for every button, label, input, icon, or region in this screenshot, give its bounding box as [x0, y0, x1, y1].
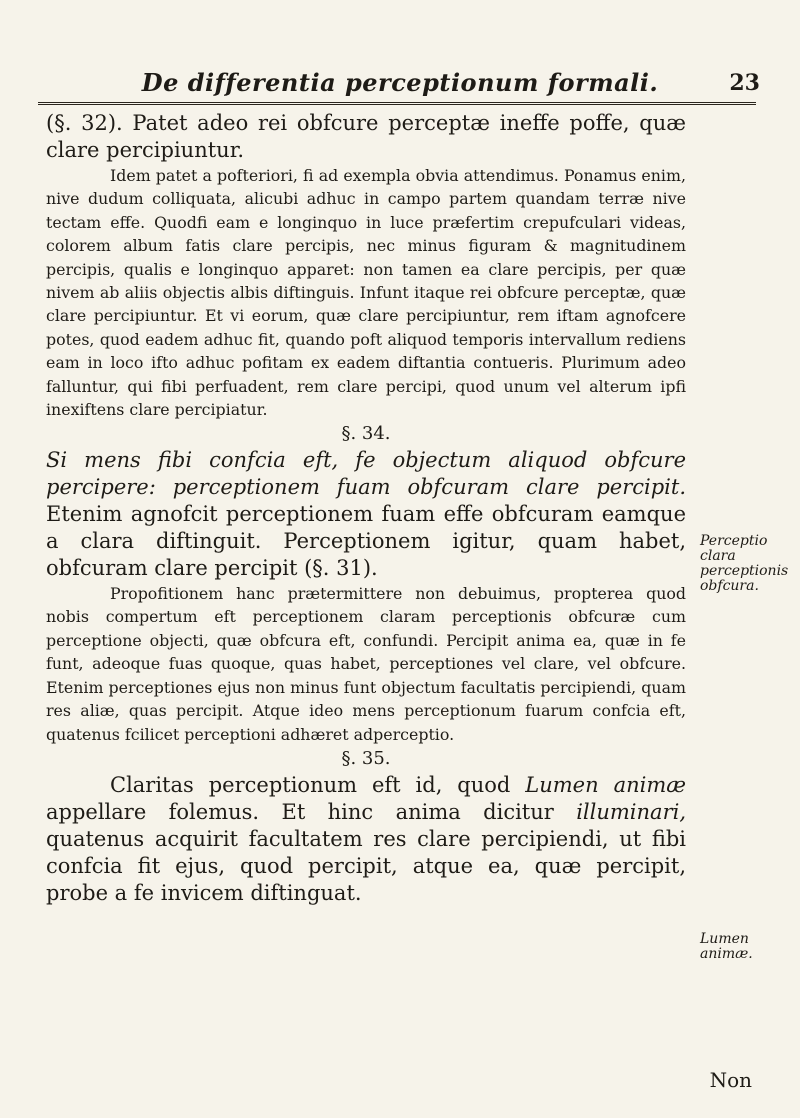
margin-note-lumen: Lumen animæ.: [700, 931, 753, 962]
term-illuminari: illuminari,: [576, 799, 686, 824]
running-header: [40, 68, 760, 102]
paragraph-5: Claritas perceptionum eft id, quod Lumen animæ appellare folemus. Et hinc anima dicitur illuminari, quatenus acquirit facultatem res clare percipiendi, ut fibi confcia fit ejus, quod percipit, atque ea, quæ percipit, probe a fe invicem diftinguat.: [46, 772, 686, 905]
paragraph-1: (§. 32). Patet adeo rei obfcure perceptæ ineffe poffe, quæ clare percipiuntur.: [46, 111, 686, 162]
term-lumen-animae: Lumen animæ: [525, 772, 686, 797]
main-text: [46, 110, 686, 907]
paragraph-3: [46, 447, 686, 582]
header-rule: [38, 102, 756, 105]
paragraph-2: Idem patet a pofteriori, fi ad exempla obvia attendimus. Ponamus enim, nive dudum colliquata, alicubi adhuc in campo partem quandam terræ nive tectam effe. Quodfi eam e longinquo in luce præfertim crepufculari videas, colorem album fatis clare percipis, nec minus figuram & magnitudinem percipis, qualis e longinquo apparet: non tamen ea clare percipis, per quæ nivem ab aliis objectis albis diftinguis. Infunt itaque rei obfcure perceptæ, quæ clare percipiuntur. Et vi eorum, quæ clare percipiuntur, rem iftam agnofcere potes, quod eadem adhuc fit, quando poft aliquod temporis intervallum rediens eam in loco ifto adhuc pofitam ex eadem diftantia contueris. Plurimum adeo falluntur, qui fibi perfuadent, rem clare percipi, quod unum vel alterum ipfi inexiftens clare percipiatur.: [46, 166, 686, 420]
paragraph-4: Propofitionem hanc prætermittere non debuimus, propterea quod nobis compertum eft perceptionem claram perceptionis obfcuræ cum perceptione objecti, quæ obfcura eft, confundi. Percipit anima ea, quæ in fe funt, adeoque fuas quoque, quas habet, perceptiones vel clare, vel obfcure. Etenim perceptiones ejus non minus funt objectum facultatis percipiendi, quam res aliæ, quas percipit. Atque ideo mens perceptionum fuarum confcia eft, quatenus fcilicet perceptioni adhæret adperceptio.: [46, 584, 686, 744]
page-number: 23: [729, 70, 760, 96]
section-34-heading: §. 34.: [341, 423, 391, 445]
paragraph-3-rest: Etenim agnofcit perceptionem fuam effe obfcuram eamque a clara diftinguit. Perceptionem igitur, quam habet, obfcuram clare percipit (§. 31).: [46, 502, 686, 581]
running-title: De differentia perceptionum formali.: [141, 68, 659, 97]
proposition-34: Si mens fibi confcia eft, fe objectum aliquod obfcure percipere: perceptionem fuam obfcuram clare percipit.: [46, 448, 686, 500]
catchword: Non: [709, 1068, 752, 1092]
section-35-heading: §. 35.: [341, 747, 391, 769]
margin-note-perceptio: Perceptio clara perceptionis obfcura.: [700, 533, 789, 594]
